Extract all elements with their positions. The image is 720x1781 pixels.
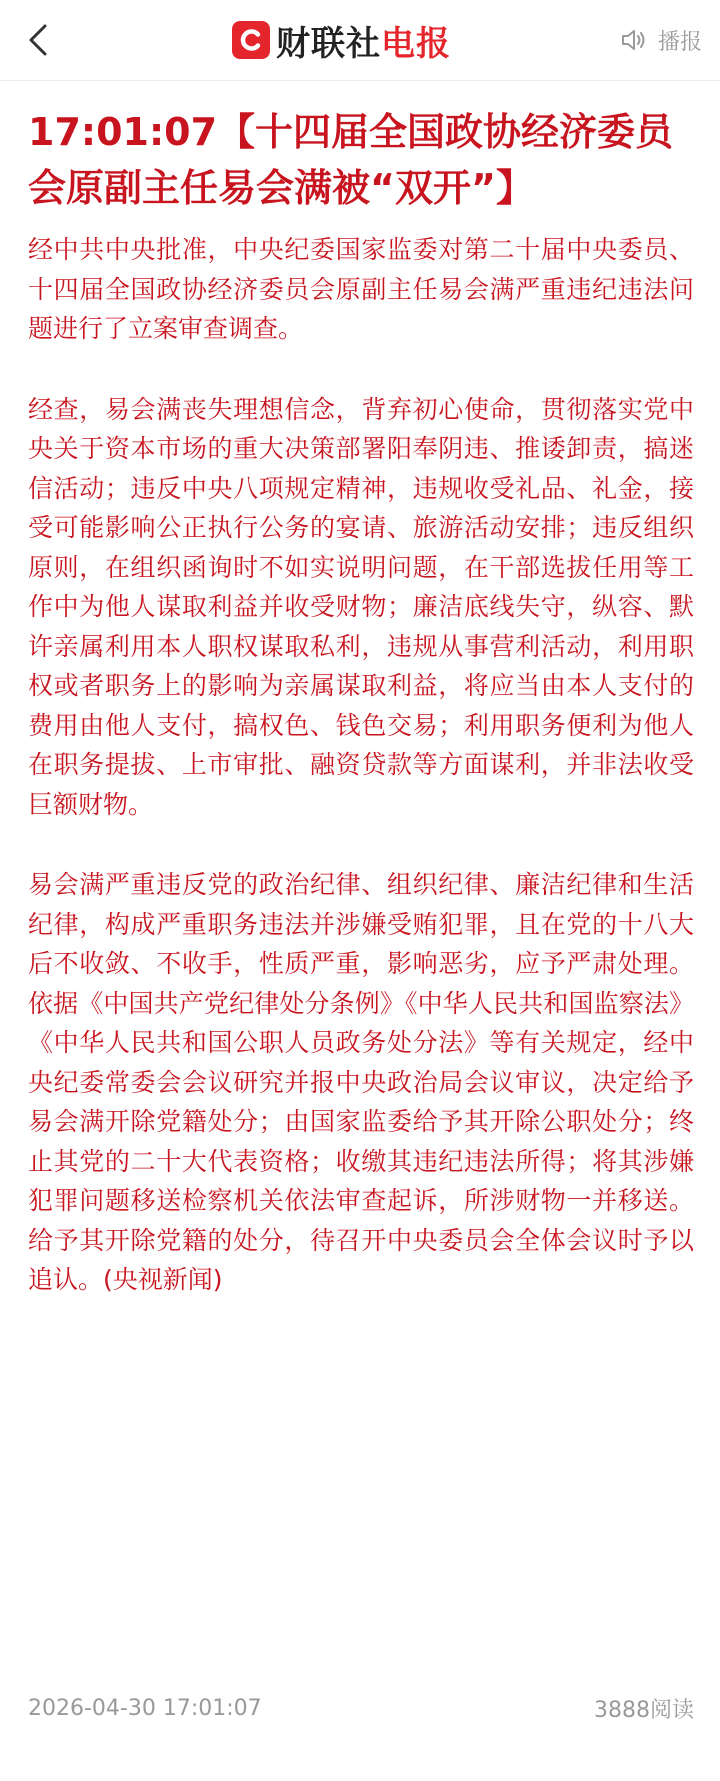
article-paragraph: 经中共中央批准，中央纪委国家监委对第二十届中央委员、十四届全国政协经济委员会原副主任易会满严重违纪违法问题进行了立案审查调查。 bbox=[28, 235, 694, 343]
speaker-icon bbox=[620, 28, 648, 52]
brand-name-red: 电报 bbox=[381, 23, 451, 64]
publish-timestamp: 2026-04-30 17:01:07 bbox=[28, 1695, 262, 1721]
article-body bbox=[28, 230, 694, 1300]
back-button[interactable] bbox=[18, 20, 58, 60]
play-label: 播报 bbox=[657, 29, 702, 55]
article-paragraph: 经查，易会满丧失理想信念，背弃初心使命，贯彻落实党中央关于资本市场的重大决策部署阳奉阴违、推诿卸责，搞迷信活动；违反中央八项规定精神，违规收受礼品、礼金，接受可能影响公正执行公务的宴请、旅游活动安排；违反组织原则，在组织函询时不如实说明问题，在干部选拔任用等工作中为他人谋取利益并收受财物；廉洁底线失守，纵容、默许亲属利用本人职权谋取私利，违规从事营利活动，利用职权或者职务上的影响为亲属谋取利益，将应当由本人支付的费用由他人支付，搞权色、钱色交易；利用职务便利为他人在职务提拔、上市审批、融资贷款等方面谋利，并非法收受巨额财物。 bbox=[28, 394, 694, 819]
play-button[interactable] bbox=[620, 22, 702, 58]
chevron-left-icon bbox=[27, 23, 49, 57]
article-paragraph: 易会满严重违反党的政治纪律、组织纪律、廉洁纪律和生活纪律，构成严重职务违法并涉嫌受贿犯罪，且在党的十八大后不收敛、不收手，性质严重，影响恶劣，应予严肃处理。依据《中国共产党纪律处分条例》《中华人民共和国监察法》《中华人民共和国公职人员政务处分法》等有关规定，经中央纪委常委会会议研究并报中央政治局会议审议，决定给予易会满开除党籍处分；由国家监委给予其开除公职处分；终止其党的二十大代表资格；收缴其违纪违法所得；将其涉嫌犯罪问题移送检察机关依法审查起诉，所涉财物一并移送。给予其开除党籍的处分，待召开中央委员会全体会议时予以追认。(央视新闻) bbox=[28, 870, 694, 1294]
cls-logo-icon bbox=[232, 21, 270, 59]
brand-name-black: 财联社 bbox=[276, 23, 381, 64]
brand bbox=[232, 18, 451, 62]
read-count: 3888阅读 bbox=[594, 1697, 694, 1723]
article-headline: 17:01:07【十四届全国政协经济委员会原副主任易会满被“双开”】 bbox=[28, 110, 674, 210]
top-bar bbox=[0, 0, 720, 81]
article-footer bbox=[28, 1690, 694, 1726]
